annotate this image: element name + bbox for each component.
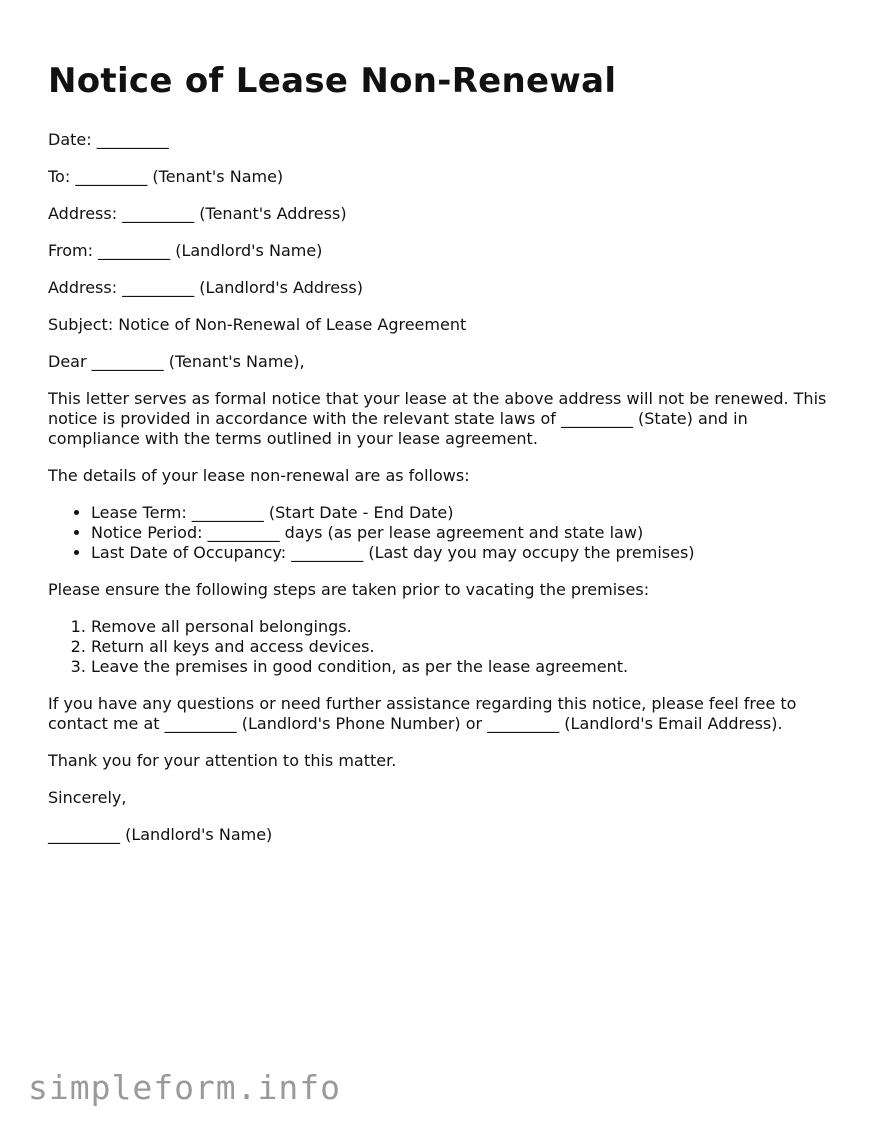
- to-line: To: _________ (Tenant's Name): [48, 167, 284, 186]
- contact-paragraph: If you have any questions or need further assistance regarding this notice, please feel free to contact me at _________ (Landlord's Phone Number) or _________ (Landlord's Email Address).: [48, 694, 797, 733]
- list-item: 2. Return all keys and access devices.: [91, 637, 838, 657]
- thanks-line: Thank you for your attention to this matter.: [48, 751, 397, 770]
- salutation: Dear _________ (Tenant's Name),: [48, 352, 305, 371]
- intro-paragraph: This letter serves as formal notice that your lease at the above address will not be renewed. This notice is provided in accordance with the relevant state laws of _________ (State) and in compliance with the terms outlined in your lease agreement.: [48, 389, 827, 448]
- subject-line: Subject: Notice of Non-Renewal of Lease Agreement: [48, 315, 467, 334]
- signature-line: _________ (Landlord's Name): [48, 825, 273, 844]
- closing-line: Sincerely,: [48, 788, 127, 807]
- list-item: • Lease Term: _________ (Start Date - End Date): [91, 503, 838, 523]
- date-line: Date: _________: [48, 130, 169, 149]
- steps-intro: Please ensure the following steps are taken prior to vacating the premises:: [48, 580, 650, 599]
- list-item: 1. Remove all personal belongings.: [91, 617, 838, 637]
- tenant-address-line: Address: _________ (Tenant's Address): [48, 204, 347, 223]
- site-watermark: simpleform.info: [28, 1068, 342, 1107]
- page-title: Notice of Lease Non-Renewal: [48, 61, 617, 101]
- landlord-address-line: Address: _________ (Landlord's Address): [48, 278, 364, 297]
- details-list: [48, 503, 838, 563]
- from-line: From: _________ (Landlord's Name): [48, 241, 323, 260]
- list-item: • Notice Period: _________ days (as per lease agreement and state law): [91, 523, 838, 543]
- list-item: • Last Date of Occupancy: _________ (Last day you may occupy the premises): [91, 543, 838, 563]
- letter-page: [48, 58, 838, 862]
- list-item: 3. Leave the premises in good condition, as per the lease agreement.: [91, 657, 838, 677]
- steps-list: [48, 617, 838, 677]
- details-intro: The details of your lease non-renewal are as follows:: [48, 466, 470, 485]
